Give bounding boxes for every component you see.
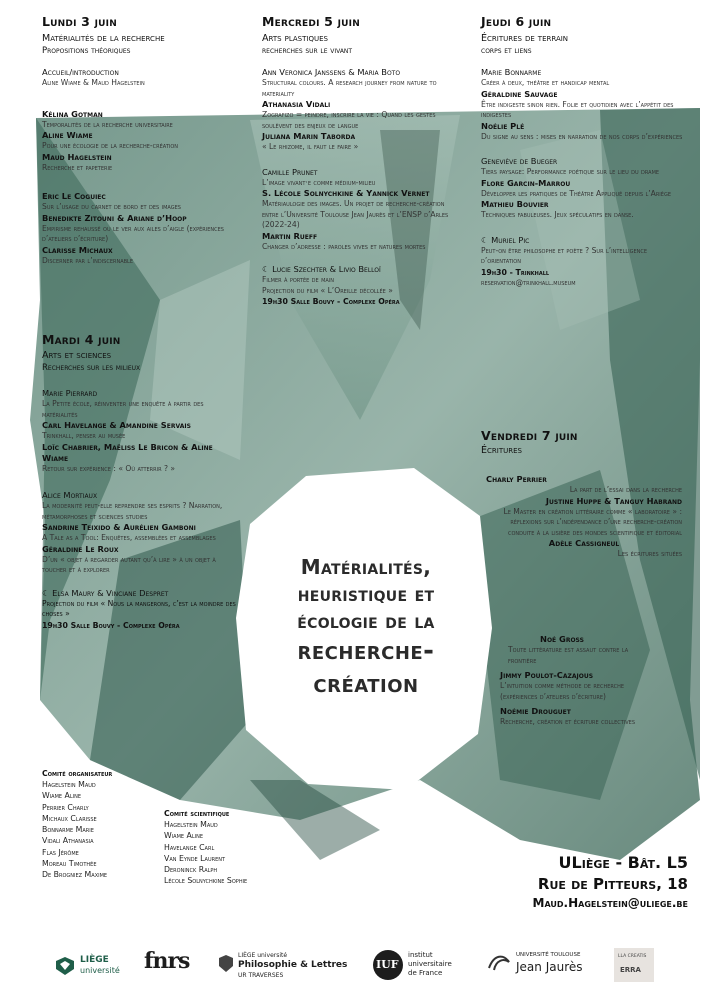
friday-items: Charly Perrier La part de l’essai dans la recherche Justine Huppe & Tanguy Habrand Le Master en création littéraire comme « laboratoire » : réflexions sur l’indépendance d’une recherche-création conduite à la lisière des mondes scientifique et éditorial Adèle Cassigneul Les écritures situées (486, 474, 682, 558)
venue-building: ULiège - Bât. L5 (558, 853, 688, 872)
thursday-item: Geneviève de Bueger Tiers paysage: Performance poétique sur le lieu du drame Flore Garcin-Marrou Développer les pratiques de Théâtre Appliqué depuis l’Ariège Mathieu Bouvier Techniques fabuleuses. Jeux spéculatifs en danse. (481, 156, 671, 219)
wednesday-day: Mercredi 5 juin (262, 14, 360, 29)
monday-section (42, 14, 242, 266)
monday-item: Eric Le Coguiec Sur l’usage du carnet de bord et des images Benedikte Zitouni & Ariane d’Hoop Empirisme rehaussé ou le ver aux ailes d’aigle (expériences d’ateliers d’écriture) Clarisse Michaux Discerner par l’indiscernable (42, 191, 224, 265)
venue-email[interactable]: Maud.Hagelstein@uliege.be (532, 896, 688, 910)
philosophie-lettres-logo: LIÈGE université Philosophie & Lettres UR TRAVERSES (218, 952, 358, 982)
tuesday-item: Marie Pierrard La Petite école, réinventer une enquête à partir des matérialités Carl Havelange & Amandine Servais Trinkhall, penser au musée Loïc Chabrier, Maëliss Le Bricon & Aline Wiame Retour sur expérience : « Où atterrir ? » (42, 388, 213, 473)
thursday-theme: Écritures de terrain (481, 33, 569, 44)
scientific-committee: Comité scientifique Hagelstein Maud Wiame Aline Havelange Carl Van Eynde Laurent Deroninck Ralph Lécole Solnychkine Sophie (164, 808, 304, 887)
organizing-title: Comité organisateur (42, 769, 113, 778)
reservation-email-link[interactable]: reservation@trinkhall.museum (481, 277, 576, 287)
fnrs-logo: fnrs (144, 948, 190, 974)
center-title-line-4: recherche- (297, 636, 435, 666)
monday-theme: Matérialités de la recherche (42, 33, 165, 44)
thursday-day: Jeudi 6 juin (481, 14, 552, 29)
tuesday-theme: Arts et sciences (42, 350, 112, 361)
wednesday-theme: Arts plastiques (262, 33, 328, 44)
tuesday-day: Mardi 4 juin (42, 332, 121, 347)
tuesday-film: ☾ Elsa Maury & Vinciane Despret Projection du film « Nous la mangerons, c’est la moindre des choses » 19h30 Salle Bouvy - Complexe Opéra (42, 587, 236, 630)
monday-day: Lundi 3 juin (42, 14, 117, 29)
friday-items-2: Noé Gross Toute littérature est assaut contre la frontière Jimmy Poulot-Cazajous L’intuition comme méthode de recherche (expériences d’ateliers d’écriture) Noémie Drouguet Recherche, création et écriture collectives (500, 634, 636, 726)
tuesday-sub: Recherches sur les milieux (42, 363, 141, 373)
friday-section (481, 428, 685, 457)
toulouse-jean-jaures-logo: UNIVERSITÉ TOULOUSE Jean Jaurès (486, 950, 586, 982)
venue-block (533, 852, 689, 912)
center-title-line-3: écologie de la (297, 609, 435, 633)
monday-item: Kélina Gotman Temporalités de la recherche universitaire Aline Wiame Pour une écologie de la recherche-création Maud Hagelstein Recherche et papeterie (42, 108, 179, 172)
wednesday-item: Camille Prunet L’image vivant·e comme médium-milieu S. Lécole Solnychkine & Yannick Vernet Matériaulogie des images. Un projet de recherche-création entre l’Université Toulouse Jean Jaurès et l’ENSP d’Arles (2022-24) Martin Rueff Changer d’adresse : paroles vives et natures mortes (262, 166, 449, 251)
friday-theme: Écritures (481, 445, 522, 456)
center-title (250, 554, 482, 701)
tuesday-item: Alice Mortiaux La modernité peut-elle reprendre ses esprits ? Narration, métamorphoses et sciences studies Sandrine Teixido & Aurélien Gamboni A Tale as a Tool: Enquêtes, assemblées et assemblages Géraldine Le Roux D’un « objet à regarder autant qu’à lire » à un objet à toucher et à explorer (42, 490, 223, 574)
thursday-film: ☾ Muriel Pic Peut-on être philosophe et poète ? Sur l’intelligence d’orientation 19h30 - Trinkhall reservation@trinkhall.museum (481, 235, 685, 289)
lla-creatis-logo: LLA CREATIS ERRA (614, 948, 654, 982)
center-title-line-2: heuristique et (297, 582, 435, 606)
thursday-item: Marie Bonnarme Créer à deux, théâtre et handicap mental Géraldine Sauvage Être indigeste sinon rien. Folie et quotidien avec l’appétit des indigestes Noélie Plé Du signe au sens : mises en narration de nos corps d’expériences (481, 67, 683, 141)
wednesday-film: ☾ Lucie Szechter & Livio Belloï Filmer à portée de main Projection du film « L’Oreille décollée » 19h30 Salle Bouvy - Complexe Opéra (262, 264, 400, 306)
liege-emblem-icon (218, 954, 234, 974)
liege-leaf-icon (54, 955, 76, 977)
monday-item: Accueil/introduction Aline Wiame & Maud Hagelstein (42, 67, 145, 87)
monday-sub: Propositions théoriques (42, 46, 131, 56)
iuf-logo: IUF institut universitaire de France (373, 950, 453, 982)
center-title-line-1: Matérialités, (300, 555, 432, 579)
friday-day: Vendredi 7 juin (481, 428, 578, 443)
thursday-section (481, 14, 685, 288)
partner-logos (0, 946, 708, 986)
thursday-sub: corps et liens (481, 46, 532, 56)
venue-address: Rue de Pitteurs, 18 (537, 875, 688, 893)
wednesday-sub: recherches sur le vivant (262, 46, 353, 56)
wednesday-item: Ann Veronica Janssens & Maria Boto Structural colours. A research journey from nature to materiality Athanasia Vidali Zografizo = peindre, inscrire la vie : Quand les gestes soulèvent des enjeux de langue Juliana Marin Taborda « Le rhizome, il faut le faire » (262, 67, 437, 151)
wednesday-section (262, 14, 462, 307)
organizing-committee: Comité organisateur Hagelstein Maud Wiame Aline Perrier Charly Michaux Clarisse Bonnarme Marie Vidali Athanasia Flas Jérôme Moreau Timothée De Brogniez Maxime (42, 768, 162, 881)
toulouse-swirl-icon (486, 952, 512, 974)
liege-university-logo: LIÈGE université (54, 952, 124, 980)
scientific-title: Comité scientifique (164, 809, 230, 818)
center-title-line-5: création (313, 669, 419, 699)
tuesday-section (42, 332, 238, 631)
